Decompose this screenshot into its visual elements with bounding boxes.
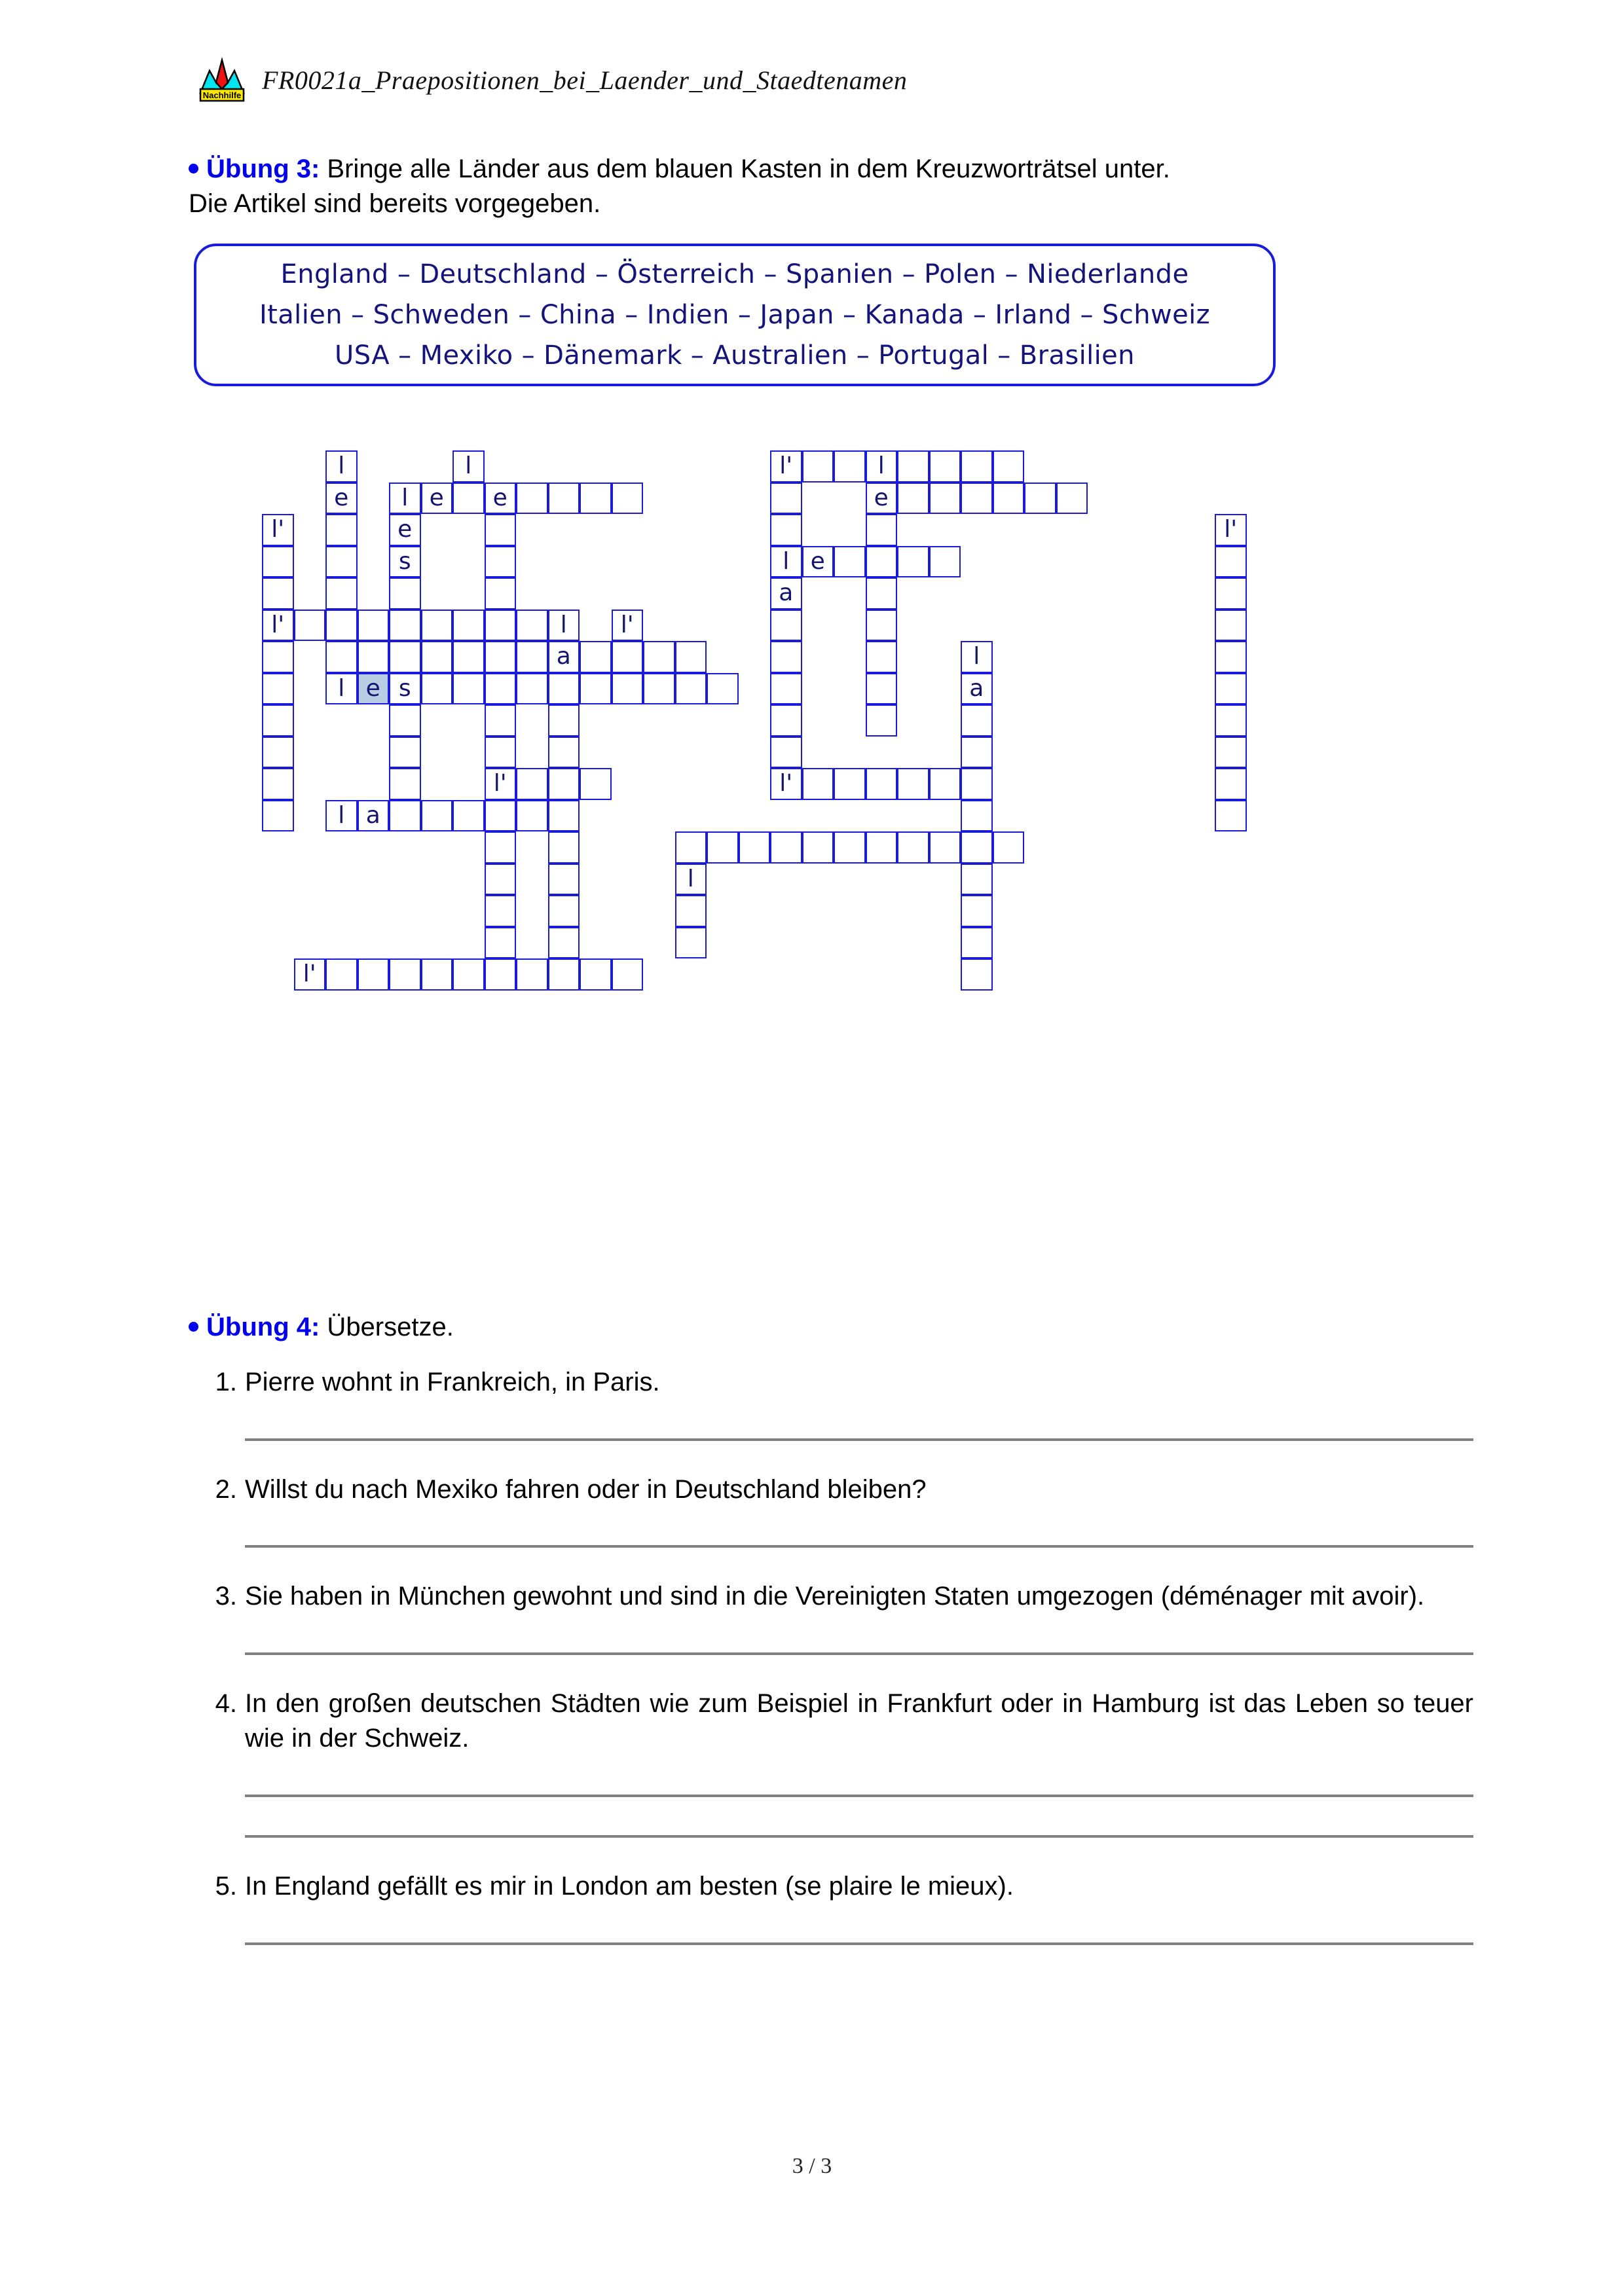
question-number: 2.	[215, 1474, 237, 1504]
crossword-cell[interactable]	[485, 831, 517, 864]
crossword-cell[interactable]	[675, 831, 707, 864]
crossword-cell[interactable]	[389, 737, 421, 769]
crossword-cell[interactable]	[802, 831, 834, 864]
crossword-cell[interactable]: l	[866, 450, 898, 483]
crossword-cell[interactable]	[929, 831, 961, 864]
answer-gap	[245, 1655, 1473, 1686]
crossword-cell[interactable]	[421, 800, 453, 832]
crossword-cell[interactable]	[389, 800, 421, 832]
crossword-cell[interactable]	[802, 768, 834, 800]
crossword-cell[interactable]: a	[961, 673, 993, 705]
question-item	[203, 1686, 1473, 1757]
crossword-cell[interactable]	[866, 514, 898, 546]
crossword-cell[interactable]	[993, 450, 1025, 483]
question-number: 5.	[215, 1871, 237, 1901]
crossword-cell[interactable]	[485, 927, 517, 959]
crossword-cell[interactable]	[421, 610, 453, 642]
crossword-cell[interactable]	[262, 768, 294, 800]
crossword-cell[interactable]	[485, 514, 517, 546]
crossword-cell[interactable]	[897, 483, 929, 515]
crossword-cell[interactable]	[675, 895, 707, 927]
crossword-cell[interactable]: l	[325, 450, 358, 483]
crossword-cell[interactable]	[485, 895, 517, 927]
crossword-cell[interactable]: e	[802, 546, 834, 578]
crossword-cell[interactable]	[866, 577, 898, 610]
crossword-cell[interactable]	[548, 704, 580, 737]
crossword-cell[interactable]	[421, 641, 453, 673]
crossword-cell[interactable]	[452, 641, 485, 673]
crossword-cell[interactable]	[452, 958, 485, 991]
document-title: FR0021a_Praepositionen_bei_Laender_und_Staedtenamen	[262, 65, 908, 95]
crossword-cell[interactable]	[485, 641, 517, 673]
crossword-cell[interactable]	[866, 546, 898, 578]
crossword-cell[interactable]	[262, 641, 294, 673]
crossword-cell[interactable]: l'	[262, 514, 294, 546]
nachhilfe-logo-icon	[196, 56, 248, 103]
crossword-cell[interactable]	[770, 673, 802, 705]
crossword-cell[interactable]	[516, 673, 548, 705]
crossword-cell[interactable]	[1056, 483, 1088, 515]
crossword-cell[interactable]	[485, 577, 517, 610]
bullet-icon	[189, 164, 198, 173]
answer-space[interactable]	[245, 1757, 1473, 1795]
crossword-cell[interactable]	[802, 450, 834, 483]
crossword-cell[interactable]	[548, 800, 580, 832]
question-number: 3.	[215, 1582, 237, 1611]
exercise-4-instruction: Übersetze.	[320, 1313, 454, 1341]
crossword-cell[interactable]	[485, 704, 517, 737]
crossword-cell[interactable]: l'	[294, 958, 326, 991]
crossword-cell[interactable]	[452, 483, 485, 515]
crossword-cell[interactable]	[452, 800, 485, 832]
crossword-cell[interactable]	[1215, 546, 1247, 578]
crossword-cell[interactable]	[325, 641, 358, 673]
crossword-cell[interactable]	[834, 831, 866, 864]
crossword-cell[interactable]	[580, 641, 612, 673]
crossword-cell[interactable]	[770, 737, 802, 769]
crossword-cell[interactable]	[929, 450, 961, 483]
crossword-cell[interactable]	[580, 768, 612, 800]
crossword-cell[interactable]	[485, 673, 517, 705]
crossword-cell[interactable]	[421, 958, 453, 991]
crossword-cell[interactable]: l	[452, 450, 485, 483]
crossword-cell[interactable]	[325, 958, 358, 991]
crossword-cell[interactable]: l	[961, 641, 993, 673]
answer-area[interactable]	[203, 1400, 1473, 1472]
crossword-cell[interactable]	[866, 768, 898, 800]
crossword-cell[interactable]	[770, 641, 802, 673]
crossword-cell[interactable]	[548, 864, 580, 896]
crossword-cell[interactable]: l	[325, 673, 358, 705]
crossword-cell[interactable]	[1215, 673, 1247, 705]
crossword-cell[interactable]	[770, 831, 802, 864]
crossword-cell[interactable]: l	[675, 864, 707, 896]
crossword-cell[interactable]	[485, 958, 517, 991]
crossword-cell[interactable]	[421, 673, 453, 705]
crossword-cell[interactable]	[485, 610, 517, 642]
crossword-cell[interactable]: e	[358, 673, 390, 705]
question-text: In den großen deutschen Städten wie zum Beispiel in Frankfurt oder in Hamburg ist das Leben so teuer wie in der Schweiz.	[245, 1688, 1473, 1753]
answer-gap	[245, 1838, 1473, 1869]
crossword-cell[interactable]	[770, 514, 802, 546]
answer-area[interactable]	[203, 1614, 1473, 1686]
crossword-cell[interactable]	[262, 546, 294, 578]
crossword-cell[interactable]: l'	[612, 610, 644, 642]
question-text: Pierre wohnt in Frankreich, in Paris.	[245, 1368, 660, 1396]
exercise-3-heading	[189, 152, 1452, 221]
crossword-cell[interactable]	[358, 610, 390, 642]
crossword-cell[interactable]	[866, 704, 898, 737]
crossword-cell[interactable]	[262, 577, 294, 610]
crossword-cell[interactable]	[866, 831, 898, 864]
crossword-cell[interactable]	[961, 864, 993, 896]
crossword-cell[interactable]	[961, 927, 993, 959]
crossword-cell[interactable]	[770, 704, 802, 737]
crossword-cell[interactable]	[675, 641, 707, 673]
crossword-cell[interactable]	[675, 927, 707, 959]
crossword-cell[interactable]	[516, 958, 548, 991]
crossword-cell[interactable]	[548, 831, 580, 864]
answer-gap	[245, 1548, 1473, 1579]
word-bank-box	[194, 244, 1276, 386]
crossword-cell[interactable]	[262, 737, 294, 769]
crossword-cell[interactable]	[643, 673, 675, 705]
crossword-cell[interactable]	[325, 610, 358, 642]
crossword-cell[interactable]	[548, 895, 580, 927]
crossword-cell[interactable]	[612, 483, 644, 515]
crossword-cell[interactable]: l	[770, 546, 802, 578]
crossword-cell[interactable]: l'	[770, 450, 802, 483]
answer-space[interactable]	[245, 1400, 1473, 1438]
crossword-cell[interactable]	[961, 895, 993, 927]
answer-area[interactable]	[203, 1507, 1473, 1579]
crossword-cell[interactable]	[961, 831, 993, 864]
crossword-cell[interactable]: l	[389, 483, 421, 515]
crossword-cell[interactable]	[1024, 483, 1056, 515]
crossword-cell[interactable]	[358, 958, 390, 991]
svg-text:Nachhilfe: Nachhilfe	[202, 90, 242, 100]
crossword-cell[interactable]	[485, 546, 517, 578]
crossword-cell[interactable]	[834, 450, 866, 483]
crossword-cell[interactable]	[389, 610, 421, 642]
crossword-cell[interactable]	[548, 673, 580, 705]
crossword-cell[interactable]	[452, 673, 485, 705]
question-number: 1.	[215, 1368, 237, 1396]
crossword-cell[interactable]	[1215, 577, 1247, 610]
crossword-cell[interactable]	[897, 831, 929, 864]
crossword-cell[interactable]	[612, 958, 644, 991]
crossword-cell[interactable]	[993, 483, 1025, 515]
crossword-cell[interactable]	[961, 450, 993, 483]
crossword-cell[interactable]	[325, 577, 358, 610]
question-text: In England gefällt es mir in London am besten (se plaire le mieux).	[245, 1871, 1014, 1901]
crossword-cell[interactable]	[866, 610, 898, 642]
crossword-cell[interactable]	[389, 577, 421, 610]
crossword-cell[interactable]	[1215, 704, 1247, 737]
crossword-cell[interactable]	[548, 737, 580, 769]
crossword-cell[interactable]	[389, 704, 421, 737]
question-item	[203, 1472, 1473, 1508]
crossword-cell[interactable]	[389, 641, 421, 673]
crossword-cell[interactable]	[516, 483, 548, 515]
crossword-cell[interactable]	[580, 483, 612, 515]
crossword-cell[interactable]	[961, 768, 993, 800]
answer-area[interactable]	[203, 1757, 1473, 1869]
crossword-cell[interactable]	[548, 927, 580, 959]
crossword-cell[interactable]	[548, 483, 580, 515]
crossword-cell[interactable]: l'	[1215, 514, 1247, 546]
crossword-cell[interactable]: e	[866, 483, 898, 515]
crossword-cell[interactable]	[548, 768, 580, 800]
crossword-cell[interactable]	[1215, 768, 1247, 800]
crossword-cell[interactable]	[993, 831, 1025, 864]
crossword-cell[interactable]	[516, 610, 548, 642]
exercise-3-instruction-line1: Bringe alle Länder aus dem blauen Kasten in dem Kreuzworträtsel unter.	[320, 155, 1170, 183]
crossword-cell[interactable]: e	[421, 483, 453, 515]
exercise-3-label: Übung 3:	[206, 155, 320, 183]
answer-gap	[245, 1945, 1473, 1977]
answer-space[interactable]	[245, 1797, 1473, 1835]
crossword-cell[interactable]	[675, 673, 707, 705]
crossword-cell[interactable]	[612, 641, 644, 673]
crossword-cell[interactable]	[707, 831, 739, 864]
crossword-cell[interactable]: e	[485, 483, 517, 515]
crossword-cell[interactable]: a	[770, 577, 802, 610]
crossword-cell[interactable]: l	[548, 610, 580, 642]
crossword-cell[interactable]	[516, 641, 548, 673]
question-item	[203, 1365, 1473, 1400]
crossword-cell[interactable]	[325, 514, 358, 546]
crossword-cell[interactable]	[262, 673, 294, 705]
crossword-cell[interactable]	[897, 546, 929, 578]
crossword-cell[interactable]	[739, 831, 771, 864]
bullet-icon	[189, 1322, 198, 1332]
crossword-cell[interactable]	[485, 737, 517, 769]
crossword-cell[interactable]	[834, 546, 866, 578]
crossword-cell[interactable]	[929, 483, 961, 515]
crossword-cell[interactable]: a	[548, 641, 580, 673]
crossword-cell[interactable]	[452, 610, 485, 642]
crossword-cell[interactable]	[1215, 641, 1247, 673]
crossword-cell[interactable]	[294, 610, 326, 642]
answer-gap	[245, 1441, 1473, 1472]
page-footer	[0, 2154, 1624, 2179]
question-item	[203, 1869, 1473, 1904]
crossword-cell[interactable]: e	[325, 483, 358, 515]
answer-space[interactable]	[245, 1904, 1473, 1942]
crossword-cell[interactable]	[866, 673, 898, 705]
crossword-cell[interactable]	[485, 800, 517, 832]
crossword-cell[interactable]	[1215, 737, 1247, 769]
crossword-cell[interactable]	[961, 737, 993, 769]
answer-area[interactable]	[203, 1904, 1473, 1977]
crossword-cell[interactable]: l	[325, 800, 358, 832]
exercise-4-heading	[189, 1313, 454, 1342]
crossword-cell[interactable]	[897, 768, 929, 800]
crossword-cell[interactable]	[707, 673, 739, 705]
crossword-cell[interactable]: s	[389, 546, 421, 578]
crossword-cell[interactable]	[929, 768, 961, 800]
crossword-cell[interactable]	[897, 450, 929, 483]
crossword-cell[interactable]	[929, 546, 961, 578]
crossword-cell[interactable]	[262, 704, 294, 737]
crossword-cell[interactable]	[358, 641, 390, 673]
answer-space[interactable]	[245, 1507, 1473, 1545]
crossword-cell[interactable]	[1215, 610, 1247, 642]
crossword-cell[interactable]: a	[358, 800, 390, 832]
crossword-cell[interactable]	[325, 546, 358, 578]
crossword-cell[interactable]: l'	[262, 610, 294, 642]
page-header	[196, 56, 907, 103]
word-bank-line: USA – Mexiko – Dänemark – Australien – Portugal – Brasilien	[335, 340, 1135, 371]
crossword-cell[interactable]: s	[389, 673, 421, 705]
crossword-cell[interactable]	[262, 800, 294, 832]
crossword-cell[interactable]	[548, 958, 580, 991]
crossword-cell[interactable]: l'	[485, 768, 517, 800]
crossword-cell[interactable]	[389, 958, 421, 991]
crossword-cell[interactable]: e	[389, 514, 421, 546]
exercise-4-label: Übung 4:	[206, 1313, 320, 1341]
question-text: Willst du nach Mexiko fahren oder in Deutschland bleiben?	[245, 1474, 927, 1504]
crossword-cell[interactable]	[961, 800, 993, 832]
crossword-cell[interactable]	[770, 483, 802, 515]
crossword-cell[interactable]	[580, 673, 612, 705]
crossword-cell[interactable]	[961, 704, 993, 737]
answer-space[interactable]	[245, 1614, 1473, 1652]
crossword-cell[interactable]	[961, 483, 993, 515]
crossword-cell[interactable]	[834, 768, 866, 800]
crossword-cell[interactable]	[516, 768, 548, 800]
exercise-4-question-list	[203, 1365, 1473, 1977]
crossword-cell[interactable]	[770, 610, 802, 642]
question-number: 4.	[215, 1688, 237, 1718]
question-text: Sie haben in München gewohnt und sind in die Vereinigten Staten umgezogen (déménager mit avoir).	[245, 1582, 1425, 1611]
word-bank-line: Italien – Schweden – China – Indien – Japan – Kanada – Irland – Schweiz	[259, 300, 1210, 330]
exercise-3-instruction-line2: Die Artikel sind bereits vorgegeben.	[189, 189, 601, 218]
crossword-cell[interactable]	[485, 864, 517, 896]
crossword-cell[interactable]	[612, 673, 644, 705]
question-item	[203, 1579, 1473, 1614]
crossword-cell[interactable]: l'	[770, 768, 802, 800]
crossword-cell[interactable]	[961, 958, 993, 991]
crossword-cell[interactable]	[866, 641, 898, 673]
crossword-cell[interactable]	[1215, 800, 1247, 832]
word-bank-line: England – Deutschland – Österreich – Spanien – Polen – Niederlande	[280, 259, 1189, 289]
crossword-cell[interactable]	[580, 958, 612, 991]
crossword-cell[interactable]	[389, 768, 421, 800]
crossword-cell[interactable]	[643, 641, 675, 673]
page-number: 3 / 3	[792, 2154, 832, 2178]
crossword-cell[interactable]	[516, 800, 548, 832]
